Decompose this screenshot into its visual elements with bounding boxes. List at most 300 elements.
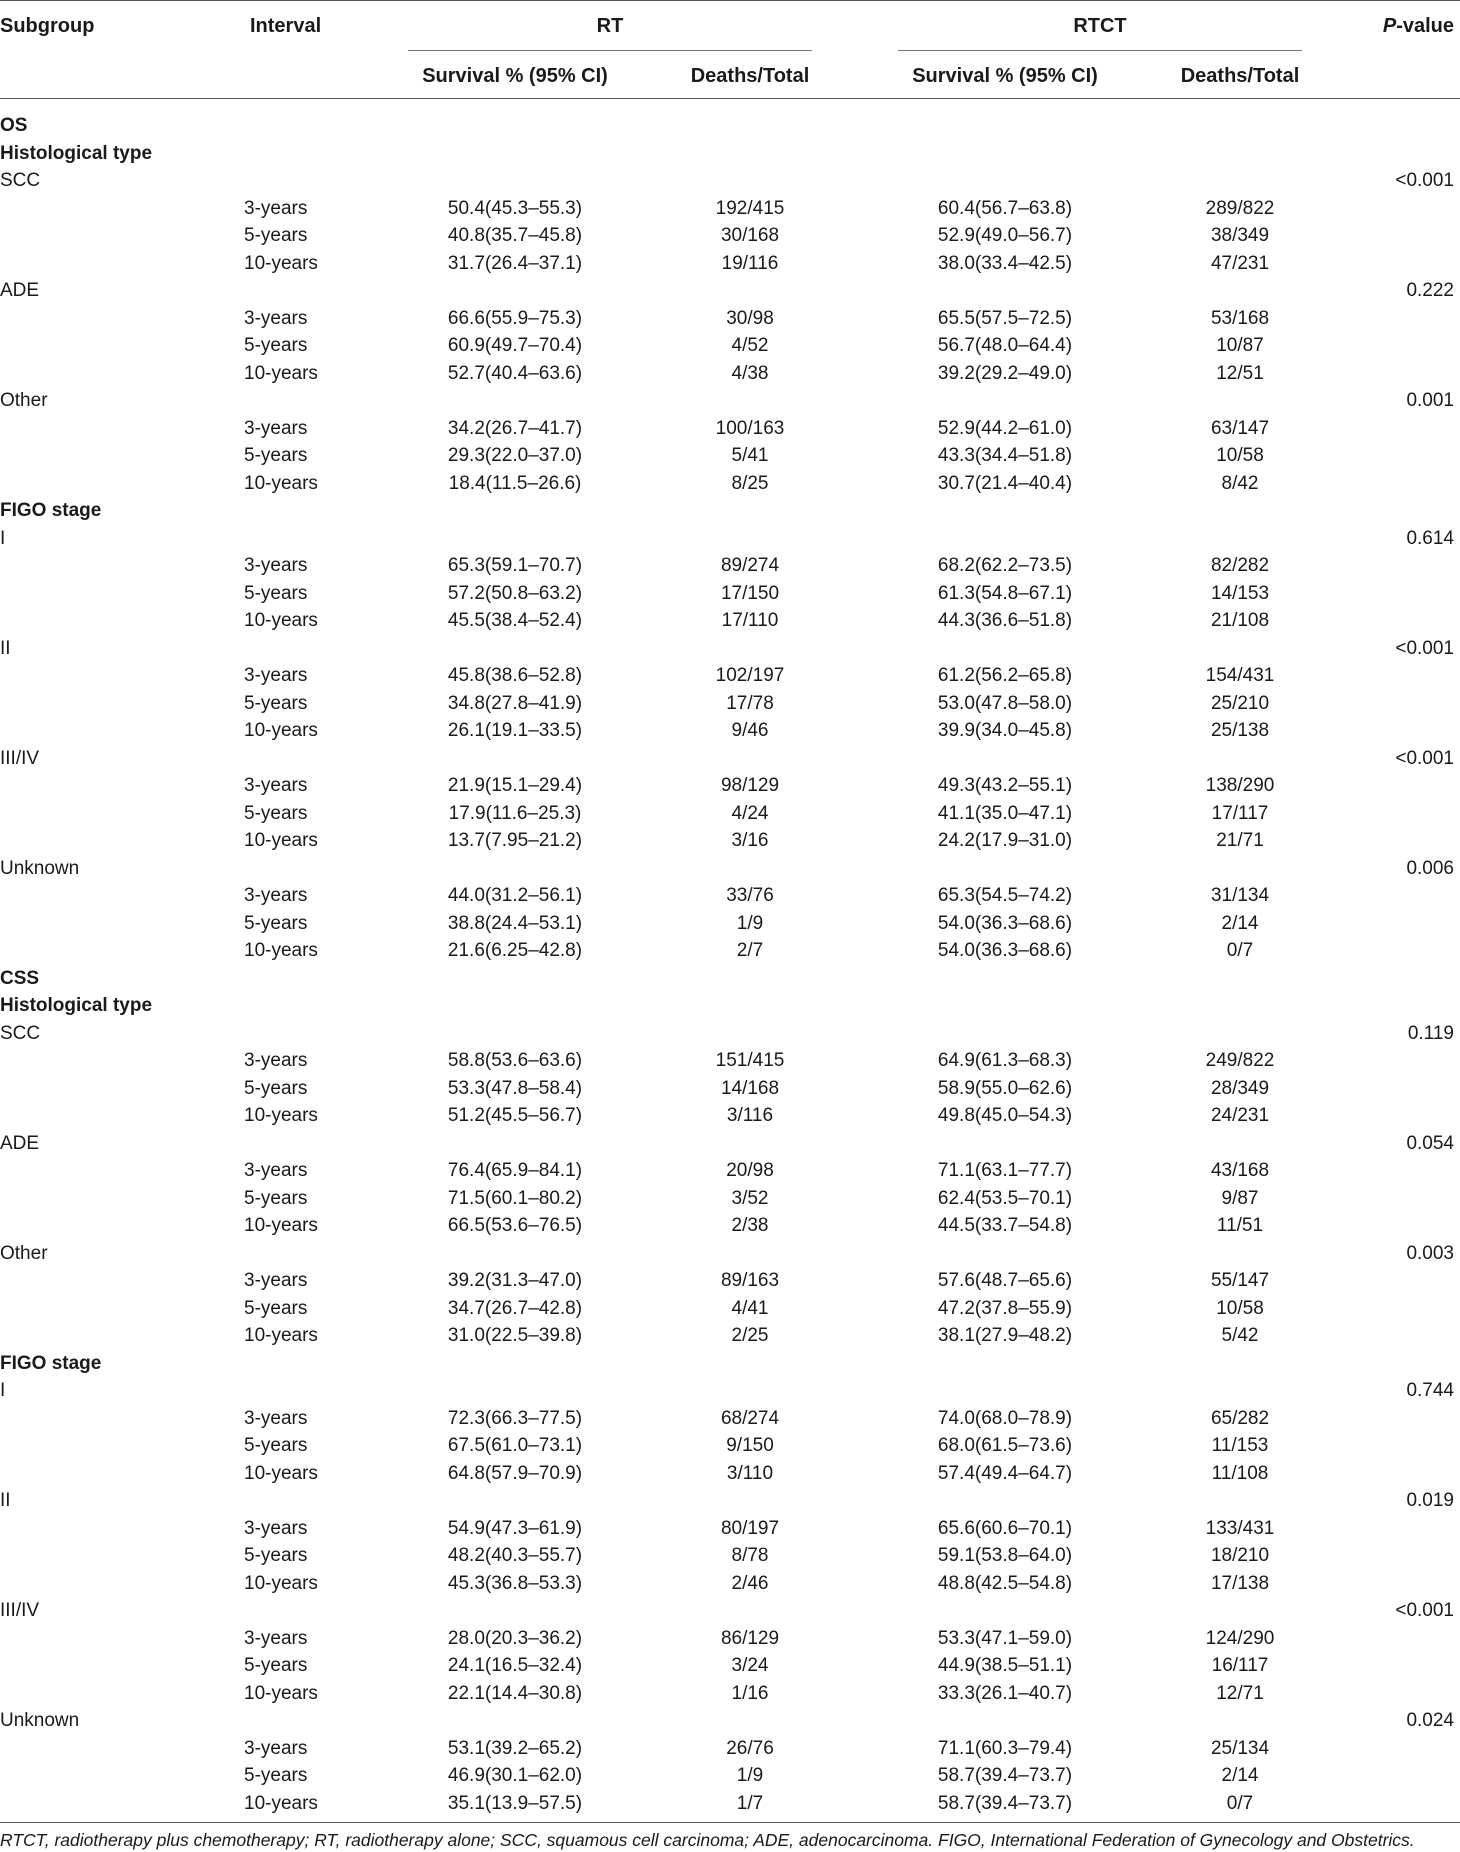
rt-deaths-cell: 98/129 bbox=[720, 775, 780, 796]
rt-survival-cell: 34.2(26.7–41.7) bbox=[447, 417, 583, 439]
table-row bbox=[0, 470, 1460, 498]
table-row bbox=[0, 195, 1460, 223]
rtct-survival-cell: 65.3(54.5–74.2) bbox=[937, 885, 1073, 906]
rtct-survival-cell: 39.9(34.0–45.8) bbox=[937, 720, 1073, 741]
table-row bbox=[0, 332, 1460, 360]
interval-cell: 3-years bbox=[244, 1270, 308, 1291]
table-row bbox=[0, 1432, 1460, 1460]
rtct-survival-cell: 33.3(26.1–40.7) bbox=[937, 1682, 1073, 1704]
rt-survival-cell: 45.5(38.4–52.4) bbox=[447, 610, 583, 631]
subgroup-label: Other bbox=[0, 390, 48, 411]
interval-cell: 3-years bbox=[244, 775, 308, 796]
p-value: <0.001 bbox=[1395, 747, 1454, 769]
interval-cell: 5-years bbox=[244, 335, 308, 356]
header-subgroup: Subgroup bbox=[0, 15, 95, 37]
interval-cell: 5-years bbox=[244, 1765, 308, 1786]
p-value: <0.001 bbox=[1395, 637, 1454, 659]
rt-deaths-cell: 192/415 bbox=[715, 197, 785, 219]
subgroup-row bbox=[0, 1020, 1460, 1048]
rt-deaths-cell: 3/52 bbox=[731, 1187, 769, 1209]
rtct-survival-cell: 24.2(17.9–31.0) bbox=[937, 830, 1073, 851]
rt-deaths-cell: 1/7 bbox=[736, 1792, 764, 1814]
interval-cell: 5-years bbox=[244, 582, 308, 604]
rt-survival-cell: 28.0(20.3–36.2) bbox=[447, 1627, 583, 1649]
rt-survival-cell: 67.5(61.0–73.1) bbox=[447, 1435, 583, 1456]
interval-cell: 10-years bbox=[244, 1105, 318, 1126]
interval-cell: 5-years bbox=[244, 1435, 308, 1456]
rtct-survival-cell: 52.9(49.0–56.7) bbox=[937, 225, 1073, 246]
subgroup-row bbox=[0, 855, 1460, 883]
rt-survival-cell: 50.4(45.3–55.3) bbox=[447, 197, 583, 219]
rtct-survival-cell: 71.1(60.3–79.4) bbox=[937, 1737, 1073, 1759]
rtct-survival-cell: 41.1(35.0–47.1) bbox=[937, 802, 1073, 824]
bottom-rule bbox=[0, 1822, 1460, 1823]
rt-deaths-cell: 4/38 bbox=[731, 362, 769, 384]
subgroup-label: ADE bbox=[0, 280, 40, 301]
rtct-survival-cell: 68.2(62.2–73.5) bbox=[937, 555, 1073, 576]
table-row bbox=[0, 1680, 1460, 1708]
subgroup-row bbox=[0, 277, 1460, 305]
rt-deaths-cell: 100/163 bbox=[715, 417, 785, 439]
table-row bbox=[0, 1735, 1460, 1763]
table-row bbox=[0, 1185, 1460, 1213]
rtct-deaths-cell: 11/153 bbox=[1211, 1435, 1269, 1456]
rtct-deaths-cell: 10/58 bbox=[1216, 445, 1264, 466]
group-row bbox=[0, 497, 1460, 525]
rtct-deaths-cell: 21/108 bbox=[1210, 610, 1270, 631]
table-row bbox=[0, 1405, 1460, 1433]
interval-cell: 5-years bbox=[244, 1297, 308, 1319]
rt-deaths-cell: 3/110 bbox=[726, 1462, 774, 1484]
rtct-survival-cell: 57.4(49.4–64.7) bbox=[937, 1462, 1073, 1484]
header-pvalue bbox=[1383, 0, 1454, 52]
rt-deaths-cell: 8/78 bbox=[731, 1545, 769, 1566]
rtct-deaths-cell: 53/168 bbox=[1210, 307, 1270, 329]
interval-cell: 3-years bbox=[244, 1160, 308, 1181]
table-row bbox=[0, 552, 1460, 580]
rtct-deaths-cell: 63/147 bbox=[1210, 417, 1270, 439]
group-label: Histological type bbox=[0, 995, 153, 1016]
rt-survival-cell: 17.9(11.6–25.3) bbox=[448, 802, 582, 824]
rt-survival-cell: 51.2(45.5–56.7) bbox=[447, 1105, 583, 1126]
header-rule bbox=[0, 98, 1460, 99]
interval-cell: 10-years bbox=[244, 472, 318, 494]
table-row bbox=[0, 1295, 1460, 1323]
table-row bbox=[0, 415, 1460, 443]
rtct-survival-cell: 58.7(39.4–73.7) bbox=[937, 1765, 1073, 1786]
subgroup-label: I bbox=[0, 1380, 6, 1401]
interval-cell: 3-years bbox=[244, 555, 308, 576]
rtct-survival-cell: 61.3(54.8–67.1) bbox=[937, 582, 1073, 604]
header-rt-deaths: Deaths/Total bbox=[690, 65, 810, 87]
rt-deaths-cell: 2/7 bbox=[736, 940, 764, 961]
rtct-deaths-cell: 47/231 bbox=[1210, 252, 1270, 274]
interval-cell: 5-years bbox=[244, 692, 308, 714]
rtct-survival-cell: 61.2(56.2–65.8) bbox=[937, 665, 1073, 686]
rt-deaths-cell: 89/274 bbox=[720, 555, 780, 576]
rtct-survival-cell: 65.5(57.5–72.5) bbox=[937, 307, 1073, 329]
subgroup-row bbox=[0, 1707, 1460, 1735]
rt-survival-cell: 64.8(57.9–70.9) bbox=[447, 1462, 583, 1484]
interval-cell: 10-years bbox=[244, 1215, 318, 1236]
rtct-deaths-cell: 2/14 bbox=[1221, 912, 1259, 934]
rtct-survival-cell: 44.3(36.6–51.8) bbox=[937, 610, 1073, 631]
rtct-deaths-cell: 12/71 bbox=[1216, 1682, 1264, 1704]
rtct-survival-cell: 44.5(33.7–54.8) bbox=[937, 1215, 1073, 1236]
interval-cell: 5-years bbox=[244, 912, 308, 934]
group-row bbox=[0, 1350, 1460, 1378]
rt-survival-cell: 72.3(66.3–77.5) bbox=[447, 1407, 583, 1429]
rtct-deaths-cell: 2/14 bbox=[1221, 1765, 1259, 1786]
p-value: 0.019 bbox=[1406, 1490, 1454, 1511]
interval-cell: 3-years bbox=[244, 1627, 308, 1649]
interval-cell: 5-years bbox=[244, 1187, 308, 1209]
table-row bbox=[0, 1157, 1460, 1185]
table-row bbox=[0, 1322, 1460, 1350]
rt-deaths-cell: 151/415 bbox=[715, 1050, 785, 1071]
subgroup-row bbox=[0, 1597, 1460, 1625]
rtct-survival-cell: 48.8(42.5–54.8) bbox=[937, 1572, 1073, 1594]
table-row bbox=[0, 1075, 1460, 1103]
rtct-survival-cell: 62.4(53.5–70.1) bbox=[937, 1187, 1073, 1209]
subgroup-row bbox=[0, 167, 1460, 195]
rtct-deaths-cell: 65/282 bbox=[1210, 1407, 1270, 1429]
interval-cell: 10-years bbox=[244, 830, 318, 851]
interval-cell: 10-years bbox=[244, 252, 318, 274]
rt-span-rule bbox=[408, 50, 812, 51]
rt-survival-cell: 38.8(24.4–53.1) bbox=[447, 912, 583, 934]
subgroup-label: SCC bbox=[0, 1022, 41, 1044]
rtct-deaths-cell: 10/87 bbox=[1216, 335, 1264, 356]
p-value: 0.006 bbox=[1406, 857, 1454, 879]
table-row bbox=[0, 1542, 1460, 1570]
subgroup-label: II bbox=[0, 637, 11, 659]
rtct-survival-cell: 49.3(43.2–55.1) bbox=[937, 775, 1073, 796]
rtct-survival-cell: 30.7(21.4–40.4) bbox=[937, 472, 1073, 494]
interval-cell: 5-years bbox=[244, 1655, 308, 1676]
rt-deaths-cell: 89/163 bbox=[720, 1270, 780, 1291]
rt-survival-cell: 58.8(53.6–63.6) bbox=[447, 1050, 583, 1071]
rtct-deaths-cell: 5/42 bbox=[1221, 1325, 1259, 1346]
rtct-survival-cell: 43.3(34.4–51.8) bbox=[937, 445, 1073, 466]
rt-deaths-cell: 1/9 bbox=[736, 1765, 764, 1786]
rtct-survival-cell: 57.6(48.7–65.6) bbox=[937, 1270, 1073, 1291]
rtct-survival-cell: 58.7(39.4–73.7) bbox=[937, 1792, 1073, 1814]
interval-cell: 10-years bbox=[244, 1572, 318, 1594]
interval-cell: 5-years bbox=[244, 445, 308, 466]
rtct-deaths-cell: 14/153 bbox=[1210, 582, 1270, 604]
subgroup-row bbox=[0, 1487, 1460, 1515]
rtct-deaths-cell: 133/431 bbox=[1205, 1517, 1275, 1539]
interval-cell: 10-years bbox=[244, 1462, 318, 1484]
interval-cell: 3-years bbox=[244, 307, 308, 329]
header-rt: RT bbox=[596, 15, 624, 37]
rt-survival-cell: 45.8(38.6–52.8) bbox=[447, 665, 583, 686]
p-value: 0.744 bbox=[1406, 1380, 1454, 1401]
rtct-deaths-cell: 43/168 bbox=[1210, 1160, 1270, 1181]
header-rtct: RTCT bbox=[1073, 15, 1127, 37]
rt-survival-cell: 76.4(65.9–84.1) bbox=[447, 1160, 583, 1181]
rt-survival-cell: 22.1(14.4–30.8) bbox=[447, 1682, 583, 1704]
rt-survival-cell: 40.8(35.7–45.8) bbox=[447, 225, 583, 246]
rt-deaths-cell: 1/16 bbox=[731, 1682, 769, 1704]
group-label: FIGO stage bbox=[0, 500, 102, 521]
section-label: CSS bbox=[0, 967, 40, 989]
interval-cell: 5-years bbox=[244, 1077, 308, 1099]
rt-survival-cell: 44.0(31.2–56.1) bbox=[447, 885, 583, 906]
rtct-survival-cell: 56.7(48.0–64.4) bbox=[937, 335, 1073, 356]
interval-cell: 3-years bbox=[244, 1407, 308, 1429]
rt-deaths-cell: 3/116 bbox=[726, 1105, 774, 1126]
rt-deaths-cell: 2/38 bbox=[731, 1215, 769, 1236]
header-rt-survival: Survival % (95% CI) bbox=[422, 65, 608, 87]
rt-survival-cell: 65.3(59.1–70.7) bbox=[447, 555, 583, 576]
subgroup-label: Unknown bbox=[0, 1710, 80, 1731]
rt-survival-cell: 46.9(30.1–62.0) bbox=[447, 1765, 583, 1786]
rtct-survival-cell: 74.0(68.0–78.9) bbox=[937, 1407, 1073, 1429]
subgroup-label: Unknown bbox=[0, 857, 80, 879]
rtct-deaths-cell: 38/349 bbox=[1210, 225, 1270, 246]
p-value: <0.001 bbox=[1395, 1600, 1454, 1621]
interval-cell: 3-years bbox=[244, 885, 308, 906]
subgroup-row bbox=[0, 745, 1460, 773]
rt-deaths-cell: 4/41 bbox=[731, 1297, 769, 1319]
rt-deaths-cell: 30/98 bbox=[726, 307, 774, 329]
table-row bbox=[0, 1790, 1460, 1818]
interval-cell: 3-years bbox=[244, 417, 308, 439]
rtct-deaths-cell: 25/138 bbox=[1210, 720, 1270, 741]
rtct-deaths-cell: 249/822 bbox=[1205, 1050, 1275, 1071]
rt-deaths-cell: 9/150 bbox=[726, 1435, 774, 1456]
interval-cell: 10-years bbox=[244, 1792, 318, 1814]
rtct-deaths-cell: 25/210 bbox=[1210, 692, 1270, 714]
rt-deaths-cell: 80/197 bbox=[720, 1517, 780, 1539]
rtct-survival-cell: 49.8(45.0–54.3) bbox=[937, 1105, 1073, 1126]
table-row bbox=[0, 360, 1460, 388]
interval-cell: 5-years bbox=[244, 1545, 308, 1566]
header-interval: Interval bbox=[250, 15, 322, 37]
group-label: Histological type bbox=[0, 142, 153, 164]
rt-survival-cell: 66.6(55.9–75.3) bbox=[447, 307, 583, 329]
rt-deaths-cell: 2/46 bbox=[731, 1572, 769, 1594]
interval-cell: 10-years bbox=[244, 362, 318, 384]
rtct-survival-cell: 44.9(38.5–51.1) bbox=[937, 1655, 1073, 1676]
p-value: 0.024 bbox=[1406, 1710, 1454, 1731]
rt-survival-cell: 52.7(40.4–63.6) bbox=[447, 362, 583, 384]
p-value: 0.003 bbox=[1406, 1242, 1454, 1264]
rt-deaths-cell: 3/24 bbox=[731, 1655, 769, 1676]
subgroup-label: SCC bbox=[0, 170, 41, 191]
rt-survival-cell: 53.1(39.2–65.2) bbox=[447, 1737, 583, 1759]
rtct-survival-cell: 71.1(63.1–77.7) bbox=[937, 1160, 1073, 1181]
table-row bbox=[0, 910, 1460, 938]
rt-deaths-cell: 20/98 bbox=[726, 1160, 774, 1181]
interval-cell: 3-years bbox=[244, 1737, 308, 1759]
interval-cell: 10-years bbox=[244, 1325, 318, 1346]
rtct-deaths-cell: 12/51 bbox=[1216, 362, 1264, 384]
rt-deaths-cell: 17/110 bbox=[721, 610, 779, 631]
rt-deaths-cell: 5/41 bbox=[731, 445, 769, 466]
rt-deaths-cell: 17/78 bbox=[726, 692, 774, 714]
rtct-deaths-cell: 17/138 bbox=[1210, 1572, 1270, 1594]
rt-deaths-cell: 102/197 bbox=[715, 665, 785, 686]
rt-survival-cell: 18.4(11.5–26.6) bbox=[448, 472, 582, 494]
rt-deaths-cell: 68/274 bbox=[720, 1407, 780, 1429]
rt-deaths-cell: 33/76 bbox=[726, 885, 774, 906]
rtct-deaths-cell: 31/134 bbox=[1210, 885, 1270, 906]
table-row bbox=[0, 1762, 1460, 1790]
group-label: FIGO stage bbox=[0, 1352, 102, 1374]
subgroup-row bbox=[0, 525, 1460, 553]
rtct-survival-cell: 47.2(37.8–55.9) bbox=[937, 1297, 1073, 1319]
rt-survival-cell: 60.9(49.7–70.4) bbox=[447, 335, 583, 356]
rtct-survival-cell: 38.1(27.9–48.2) bbox=[937, 1325, 1073, 1346]
rt-survival-cell: 34.8(27.8–41.9) bbox=[447, 692, 583, 714]
table-row bbox=[0, 827, 1460, 855]
table-row bbox=[0, 442, 1460, 470]
rt-survival-cell: 66.5(53.6–76.5) bbox=[447, 1215, 583, 1236]
table-row bbox=[0, 662, 1460, 690]
section-label: OS bbox=[0, 115, 28, 136]
subgroup-label: III/IV bbox=[0, 1600, 40, 1621]
table-row bbox=[0, 1570, 1460, 1598]
p-value: 0.222 bbox=[1406, 280, 1454, 301]
subgroup-row bbox=[0, 1240, 1460, 1268]
rt-deaths-cell: 14/168 bbox=[720, 1077, 780, 1099]
interval-cell: 10-years bbox=[244, 1682, 318, 1704]
subgroup-label: I bbox=[0, 527, 6, 549]
rt-survival-cell: 57.2(50.8–63.2) bbox=[447, 582, 583, 604]
rtct-deaths-cell: 9/87 bbox=[1221, 1187, 1259, 1209]
p-value: <0.001 bbox=[1395, 170, 1454, 191]
rt-survival-cell: 48.2(40.3–55.7) bbox=[447, 1545, 583, 1566]
table-row bbox=[0, 1267, 1460, 1295]
interval-cell: 3-years bbox=[244, 197, 308, 219]
rt-survival-cell: 31.0(22.5–39.8) bbox=[447, 1325, 583, 1346]
rt-deaths-cell: 30/168 bbox=[720, 225, 780, 246]
rtct-survival-cell: 65.6(60.6–70.1) bbox=[937, 1517, 1073, 1539]
table-row bbox=[0, 1625, 1460, 1653]
table-row bbox=[0, 690, 1460, 718]
rt-deaths-cell: 3/16 bbox=[731, 830, 769, 851]
rtct-survival-cell: 53.3(47.1–59.0) bbox=[937, 1627, 1073, 1649]
p-value: 0.054 bbox=[1406, 1132, 1454, 1154]
rtct-survival-cell: 60.4(56.7–63.8) bbox=[937, 197, 1073, 219]
rt-survival-cell: 21.6(6.25–42.8) bbox=[447, 940, 583, 961]
rtct-deaths-cell: 21/71 bbox=[1216, 830, 1264, 851]
rtct-survival-cell: 54.0(36.3–68.6) bbox=[937, 940, 1073, 961]
rtct-deaths-cell: 8/42 bbox=[1221, 472, 1259, 494]
rtct-survival-cell: 54.0(36.3–68.6) bbox=[937, 912, 1073, 934]
rtct-deaths-cell: 24/231 bbox=[1210, 1105, 1270, 1126]
rtct-deaths-cell: 17/117 bbox=[1211, 802, 1269, 824]
table-row bbox=[0, 250, 1460, 278]
rt-deaths-cell: 86/129 bbox=[720, 1627, 780, 1649]
rt-survival-cell: 35.1(13.9–57.5) bbox=[447, 1792, 583, 1814]
group-row bbox=[0, 140, 1460, 168]
rtct-deaths-cell: 25/134 bbox=[1210, 1737, 1270, 1759]
p-value: 0.119 bbox=[1407, 1022, 1454, 1044]
rt-survival-cell: 34.7(26.7–42.8) bbox=[447, 1297, 583, 1319]
subgroup-row bbox=[0, 387, 1460, 415]
interval-cell: 3-years bbox=[244, 1050, 308, 1071]
table-row bbox=[0, 937, 1460, 965]
rtct-deaths-cell: 0/7 bbox=[1226, 1792, 1254, 1814]
table-row bbox=[0, 1102, 1460, 1130]
rtct-deaths-cell: 11/108 bbox=[1211, 1462, 1269, 1484]
table-row bbox=[0, 222, 1460, 250]
header-pvalue-rest: -value bbox=[1396, 15, 1454, 37]
rtct-deaths-cell: 11/51 bbox=[1216, 1215, 1264, 1236]
rt-survival-cell: 13.7(7.95–21.2) bbox=[447, 830, 583, 851]
rtct-deaths-cell: 154/431 bbox=[1205, 665, 1275, 686]
rt-survival-cell: 54.9(47.3–61.9) bbox=[447, 1517, 583, 1539]
rtct-deaths-cell: 16/117 bbox=[1211, 1655, 1269, 1676]
section-row bbox=[0, 112, 1460, 140]
rtct-deaths-cell: 289/822 bbox=[1205, 197, 1275, 219]
rtct-deaths-cell: 82/282 bbox=[1210, 555, 1270, 576]
subgroup-label: ADE bbox=[0, 1132, 40, 1154]
rt-deaths-cell: 4/52 bbox=[731, 335, 769, 356]
subgroup-row bbox=[0, 635, 1460, 663]
table-row bbox=[0, 580, 1460, 608]
table-row bbox=[0, 1460, 1460, 1488]
rtct-deaths-cell: 18/210 bbox=[1210, 1545, 1270, 1566]
rtct-survival-cell: 38.0(33.4–42.5) bbox=[937, 252, 1073, 274]
subgroup-label: III/IV bbox=[0, 747, 40, 769]
p-value: 0.614 bbox=[1406, 527, 1454, 549]
table-row bbox=[0, 305, 1460, 333]
interval-cell: 3-years bbox=[244, 1517, 308, 1539]
table-row bbox=[0, 772, 1460, 800]
table-row bbox=[0, 1212, 1460, 1240]
rt-survival-cell: 71.5(60.1–80.2) bbox=[447, 1187, 583, 1209]
rt-survival-cell: 53.3(47.8–58.4) bbox=[447, 1077, 583, 1099]
rtct-deaths-cell: 55/147 bbox=[1210, 1270, 1270, 1291]
rtct-deaths-cell: 28/349 bbox=[1210, 1077, 1270, 1099]
rtct-survival-cell: 58.9(55.0–62.6) bbox=[937, 1077, 1073, 1099]
rtct-survival-cell: 39.2(29.2–49.0) bbox=[937, 362, 1073, 384]
interval-cell: 10-years bbox=[244, 720, 318, 741]
interval-cell: 5-years bbox=[244, 225, 308, 246]
table-row bbox=[0, 1652, 1460, 1680]
rtct-deaths-cell: 138/290 bbox=[1205, 775, 1275, 796]
table-row bbox=[0, 800, 1460, 828]
subgroup-row bbox=[0, 1130, 1460, 1158]
header-pvalue-p: P bbox=[1382, 15, 1397, 37]
rt-survival-cell: 26.1(19.1–33.5) bbox=[447, 720, 583, 741]
rtct-deaths-cell: 0/7 bbox=[1226, 940, 1254, 961]
rtct-survival-cell: 68.0(61.5–73.6) bbox=[937, 1435, 1073, 1456]
rtct-span-rule bbox=[898, 50, 1302, 51]
rt-deaths-cell: 8/25 bbox=[731, 472, 769, 494]
group-row bbox=[0, 992, 1460, 1020]
rt-survival-cell: 45.3(36.8–53.3) bbox=[447, 1572, 583, 1594]
subgroup-row bbox=[0, 1377, 1460, 1405]
section-row bbox=[0, 965, 1460, 993]
rtct-survival-cell: 59.1(53.8–64.0) bbox=[937, 1545, 1073, 1566]
rt-deaths-cell: 17/150 bbox=[720, 582, 780, 604]
rt-survival-cell: 29.3(22.0–37.0) bbox=[447, 445, 583, 466]
header-rtct-survival: Survival % (95% CI) bbox=[912, 65, 1098, 87]
rt-deaths-cell: 4/24 bbox=[731, 802, 769, 824]
interval-cell: 10-years bbox=[244, 610, 318, 631]
rt-deaths-cell: 2/25 bbox=[731, 1325, 769, 1346]
rtct-survival-cell: 64.9(61.3–68.3) bbox=[937, 1050, 1073, 1071]
table-body bbox=[0, 112, 1460, 1817]
p-value: 0.001 bbox=[1406, 390, 1454, 411]
rt-survival-cell: 31.7(26.4–37.1) bbox=[447, 252, 583, 274]
